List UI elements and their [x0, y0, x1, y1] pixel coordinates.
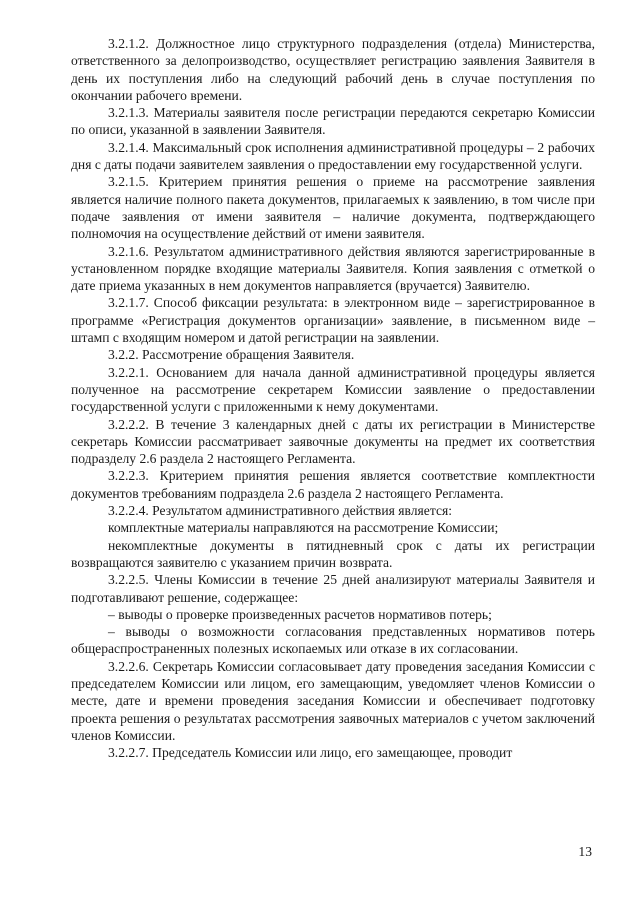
- paragraph-3-2-2-3: 3.2.2.3. Критерием принятия решения является соответствие комплектности документов требованиям подраздела 2.6 раздела 2 настоящего Регламента.: [71, 468, 595, 501]
- paragraph-3-2-2-5: 3.2.2.5. Члены Комиссии в течение 25 дней анализируют материалы Заявителя и подготавливают решение, содержащее:: [71, 572, 595, 605]
- paragraph-3-2-1-7: 3.2.1.7. Способ фиксации результата: в электронном виде – зарегистрированное в программе «Регистрация документов организации» заявление, в письменном виде – штамп с входящим номером и датой регистрации на заявлении.: [71, 295, 595, 346]
- paragraph-3-2-2-1: 3.2.2.1. Основанием для начала данной административной процедуры является полученное на рассмотрение секретарем Комиссии заявление о предоставлении государственной услуги с приложенными к нему документами.: [71, 364, 595, 415]
- list-item-complete: комплектные материалы направляются на рассмотрение Комиссии;: [108, 520, 499, 536]
- list-item-incomplete: некомплектные документы в пятидневный срок с даты их регистрации возвращаются заявителю с указанием причин возврата.: [71, 537, 595, 570]
- list-item-approval: – выводы о возможности согласования представленных нормативов потерь общераспространенных полезных ископаемых или отказе в их согласовании.: [71, 624, 595, 657]
- list-item-loss-check: – выводы о проверке произведенных расчетов нормативов потерь;: [108, 606, 492, 622]
- paragraph-3-2-1-2: 3.2.1.2. Должностное лицо структурного подразделения (отдела) Министерства, ответственного за делопроизводство, осуществляет регистрацию заявления Заявителя в день их поступления либо на следующий рабочий день в случае поступления по окончании рабочего времени.: [71, 36, 595, 103]
- section-heading-3-2-2: 3.2.2. Рассмотрение обращения Заявителя.: [108, 347, 355, 363]
- paragraph-3-2-1-4: 3.2.1.4. Максимальный срок исполнения административной процедуры – 2 рабочих дня с даты подачи заявителем заявления о предоставлении ему государственной услуги.: [71, 139, 595, 173]
- paragraph-3-2-1-3: 3.2.1.3. Материалы заявителя после регистрации передаются секретарю Комиссии по описи, указанной в заявлении Заявителя.: [71, 105, 595, 138]
- paragraph-3-2-1-6: 3.2.1.6. Результатом административного действия являются зарегистрированные в установленном порядке входящие материалы Заявителя. Копия заявления с отметкой о дате приема указанных в нем документов направляется (вручается) Заявителю.: [71, 243, 595, 294]
- paragraph-3-2-2-4: 3.2.2.4. Результатом административного действия является:: [108, 503, 453, 519]
- paragraph-3-2-2-7: 3.2.2.7. Председатель Комиссии или лицо, его замещающее, проводит: [108, 745, 513, 761]
- paragraph-3-2-1-5: 3.2.1.5. Критерием принятия решения о приеме на рассмотрение заявления является наличие полного пакета документов, прилагаемых к заявлению, в том числе при подаче заявления от имени заявителя – наличие документа, подтверждающего полномочия на осуществление действий от имени заявителя.: [71, 174, 595, 242]
- document-body: [71, 35, 595, 761]
- page-number: 13: [578, 844, 592, 859]
- paragraph-3-2-2-6: 3.2.2.6. Секретарь Комиссии согласовывает дату проведения заседания Комиссии с председателем Комиссии или лицом, его замещающим, уведомляет членов Комиссии о месте, дате и времени проведения заседания Комиссии и обеспечивает подготовку проекта решения о результатах рассмотрения заявочных материалов с учетом заключений членов Комиссии.: [71, 658, 595, 743]
- paragraph-3-2-2-2: 3.2.2.2. В течение 3 календарных дней с даты их регистрации в Министерстве секретарь Комиссии рассматривает заявочные документы на предмет их соответствия подразделу 2.6 раздела 2 настоящего Регламента.: [71, 416, 595, 467]
